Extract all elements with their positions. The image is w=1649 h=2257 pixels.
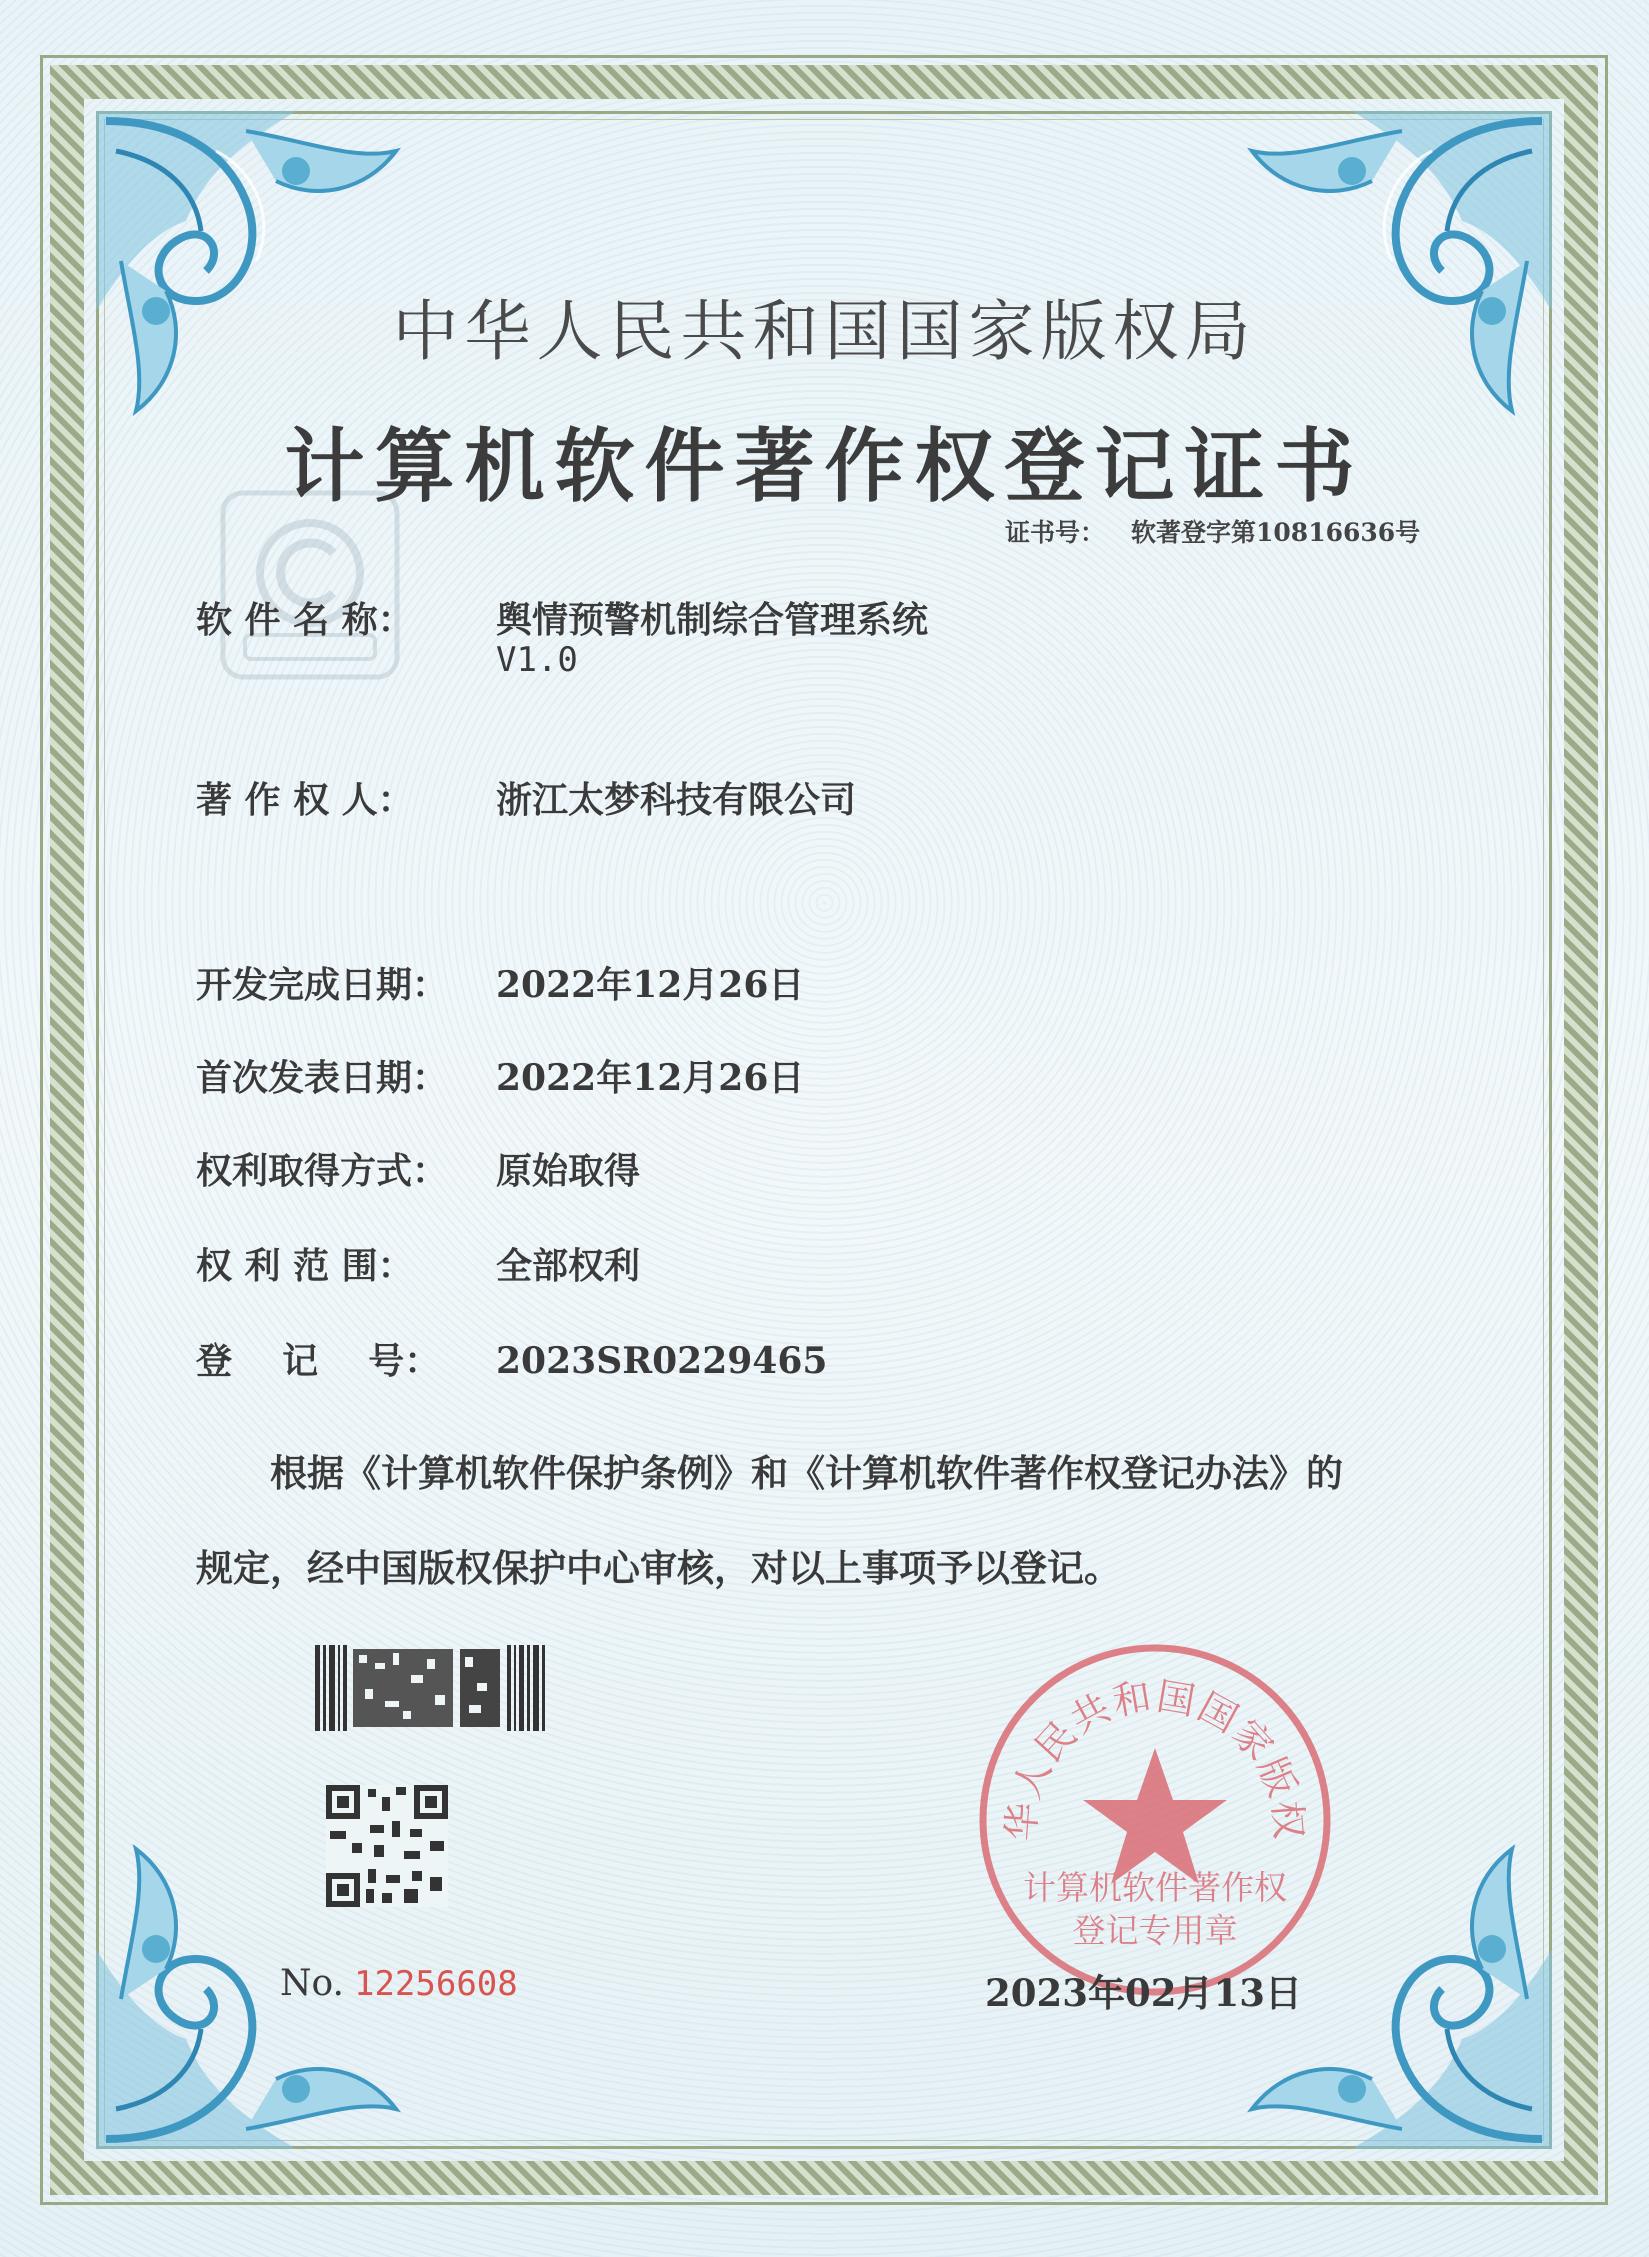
corner-ornament-top-right xyxy=(1222,111,1552,441)
field-registration-number xyxy=(196,1333,827,1384)
field-value: 2022年12月26日 xyxy=(496,1057,805,1099)
official-seal xyxy=(975,1640,1335,2000)
field-value: 2022年12月26日 xyxy=(496,964,805,1006)
certificate-number-value: 软著登字第10816636号 xyxy=(1131,518,1421,547)
issuing-authority: 中华人民共和国国家版权局 xyxy=(392,293,1257,370)
statement-line-2: 规定，经中国版权保护中心审核，对以上事项予以登记。 xyxy=(196,1546,1121,1590)
serial-prefix: No. xyxy=(280,1963,344,2004)
field-label: 权 利 范 围： xyxy=(196,1245,414,1287)
field-value: 舆情预警机制综合管理系统 xyxy=(496,599,929,641)
field-label: 软 件 名 称： xyxy=(196,599,414,641)
field-value-version: V1.0 xyxy=(496,640,578,680)
serial-number xyxy=(280,1963,518,2004)
serial-number-value: 12256608 xyxy=(353,1964,518,2004)
seal-ring-text: 华人民共和国国家版权 xyxy=(998,1673,1312,1843)
field-publication-date xyxy=(196,1050,804,1101)
certificate-title: 计算机软件著作权登记证书 xyxy=(284,419,1365,513)
field-label: 著 作 权 人： xyxy=(196,779,414,821)
qr-code xyxy=(326,1785,448,1907)
field-value: 全部权利 xyxy=(496,1245,641,1287)
certificate-number-label: 证书号： xyxy=(1005,518,1106,547)
field-completion-date xyxy=(196,957,804,1008)
field-rights-scope xyxy=(196,1238,640,1289)
corner-ornament-top-left xyxy=(96,111,426,441)
field-value: 2023SR0229465 xyxy=(496,1340,828,1382)
statement-line-1: 根据《计算机软件保护条例》和《计算机软件著作权登记办法》的 xyxy=(270,1451,1343,1495)
field-acquisition-method xyxy=(196,1143,640,1194)
field-label: 登 记 号： xyxy=(196,1340,441,1382)
field-label: 首次发表日期： xyxy=(196,1057,449,1099)
field-copyright-owner xyxy=(196,772,856,823)
field-value: 原始取得 xyxy=(496,1150,641,1192)
issue-date: 2023年02月13日 xyxy=(985,1971,1302,2015)
field-label: 开发完成日期： xyxy=(196,964,449,1006)
field-label: 权利取得方式： xyxy=(196,1150,449,1192)
seal-line-1: 计算机软件著作权 xyxy=(1023,1868,1287,1907)
field-value: 浙江太梦科技有限公司 xyxy=(496,779,857,821)
certificate-number xyxy=(1005,513,1420,549)
barcode xyxy=(315,1645,550,1731)
seal-line-2: 登记专用章 xyxy=(1072,1911,1238,1950)
field-software-name xyxy=(196,592,929,680)
